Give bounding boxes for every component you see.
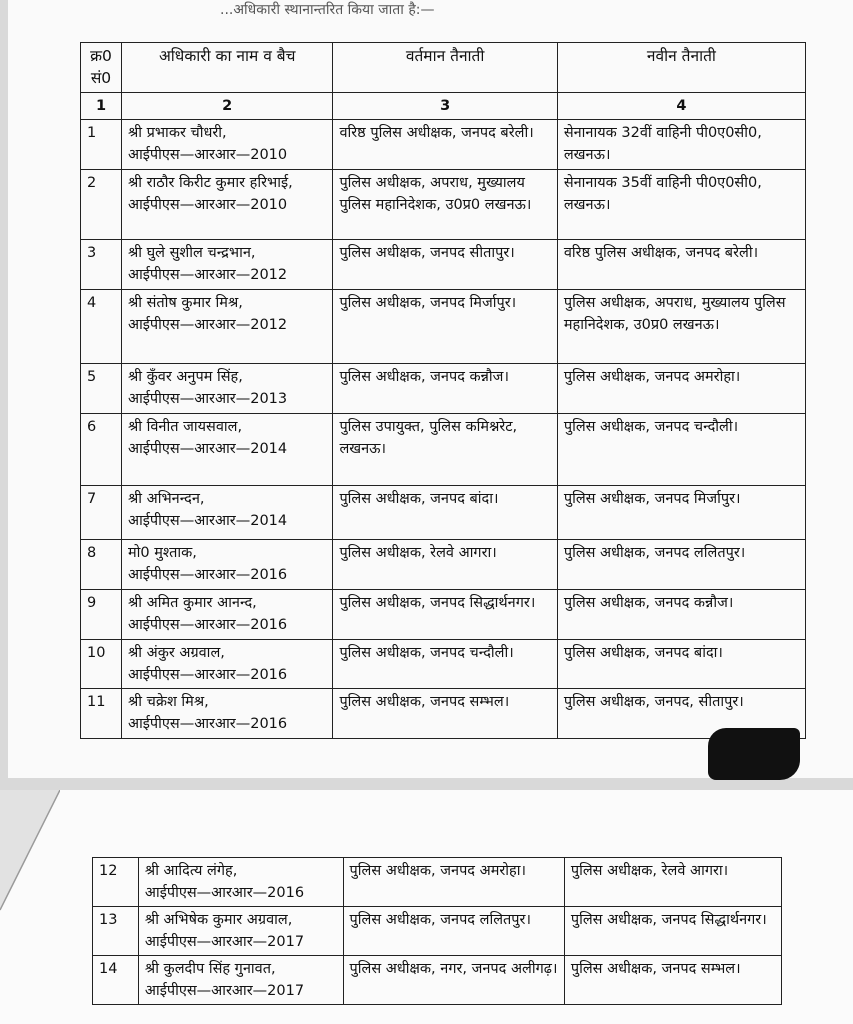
officer-name: श्री संतोष कुमार मिश्र,	[127, 295, 243, 311]
current-posting-text: पुलिस अधीक्षक, जनपद सम्भल।	[339, 694, 510, 710]
current-posting-text: पुलिस अधीक्षक, जनपद सीतापुर।	[339, 245, 515, 261]
officer-batch: आईपीएस—आरआर—2010	[127, 147, 288, 163]
officer-name: श्री राठौर किरीट कुमार हरिभाई,	[127, 175, 293, 191]
new-posting	[564, 956, 781, 1005]
transfer-table	[80, 42, 806, 739]
header-new: नवीन तैनाती	[557, 43, 805, 93]
current-posting-text: पुलिस अधीक्षक, जनपद बांदा।	[339, 491, 499, 507]
current-posting	[343, 858, 564, 907]
officer-cell	[121, 590, 332, 640]
serial-number-text: 11	[87, 694, 106, 710]
table-row	[93, 907, 782, 956]
table-row	[81, 120, 806, 170]
serial-number	[93, 956, 139, 1005]
new-posting	[564, 907, 781, 956]
serial-number	[81, 240, 122, 290]
table-row	[81, 364, 806, 414]
current-posting-text: पुलिस अधीक्षक, अपराध, मुख्यालय पुलिस महानिदेशक, उ0प्र0 लखनऊ।	[339, 175, 532, 213]
current-posting	[333, 170, 557, 240]
new-posting-text: सेनानायक 35वीं वाहिनी पी0ए0सी0, लखनऊ।	[563, 175, 762, 213]
table-row	[81, 290, 806, 364]
officer-cell	[121, 170, 332, 240]
serial-number-text: 7	[87, 491, 97, 507]
new-posting-text: पुलिस अधीक्षक, रेलवे आगरा।	[570, 863, 729, 879]
new-posting	[557, 170, 805, 240]
new-posting-text: पुलिस अधीक्षक, जनपद सम्भल।	[570, 961, 741, 977]
officer-batch: आईपीएस—आरआर—2014	[127, 513, 288, 529]
current-posting	[333, 414, 557, 486]
officer-batch: आईपीएस—आरआर—2016	[127, 667, 288, 683]
officer-batch: आईपीएस—आरआर—2014	[127, 441, 288, 457]
table-row	[81, 240, 806, 290]
officer-batch: आईपीएस—आरआर—2012	[127, 267, 288, 283]
current-posting-text: पुलिस अधीक्षक, रेलवे आगरा।	[339, 545, 497, 561]
officer-name: श्री कुलदीप सिंह गुनावत,	[144, 961, 276, 977]
new-posting-text: पुलिस अधीक्षक, जनपद कन्नौज।	[563, 595, 734, 611]
current-posting	[333, 689, 557, 739]
current-posting-text: पुलिस अधीक्षक, जनपद सिद्धार्थनगर।	[339, 595, 536, 611]
serial-number	[81, 170, 122, 240]
serial-number-text: 1	[87, 125, 97, 141]
new-posting-text: पुलिस अधीक्षक, जनपद चन्दौली।	[563, 419, 739, 435]
current-posting	[333, 486, 557, 540]
officer-batch: आईपीएस—आरआर—2012	[127, 317, 288, 333]
serial-number-text: 13	[99, 912, 118, 928]
new-posting-text: पुलिस अधीक्षक, जनपद सिद्धार्थनगर।	[570, 912, 767, 928]
new-posting-text: पुलिस अधीक्षक, अपराध, मुख्यालय पुलिस महानिदेशक, उ0प्र0 लखनऊ।	[563, 295, 786, 333]
new-posting	[557, 486, 805, 540]
current-posting-text: पुलिस अधीक्षक, जनपद ललितपुर।	[349, 912, 531, 928]
current-posting	[343, 907, 564, 956]
officer-batch: आईपीएस—आरआर—2017	[144, 983, 305, 999]
new-posting-text: पुलिस अधीक्षक, जनपद, सीतापुर।	[563, 694, 744, 710]
header-current: वर्तमान तैनाती	[333, 43, 557, 93]
current-posting	[333, 120, 557, 170]
officer-name: श्री अमित कुमार आनन्द,	[127, 595, 257, 611]
column-number: 2	[121, 93, 332, 120]
current-posting-text: पुलिस उपायुक्त, पुलिस कमिश्नरेट, लखनऊ।	[339, 419, 518, 457]
table-row	[81, 414, 806, 486]
current-posting	[333, 640, 557, 689]
officer-name: श्री आदित्य लंगेह,	[144, 863, 238, 879]
serial-number	[81, 689, 122, 739]
officer-cell	[121, 689, 332, 739]
officer-name: श्री विनीत जायसवाल,	[127, 419, 243, 435]
table-row	[81, 689, 806, 739]
officer-cell	[121, 540, 332, 590]
new-posting-text: वरिष्ठ पुलिस अधीक्षक, जनपद बरेली।	[563, 245, 759, 261]
intro-text: ...अधिकारी स्थानान्तरित किया जाता है:—	[220, 2, 435, 18]
officer-cell	[121, 290, 332, 364]
serial-number-text: 5	[87, 369, 97, 385]
new-posting	[557, 414, 805, 486]
new-posting-text: पुलिस अधीक्षक, जनपद ललितपुर।	[563, 545, 746, 561]
serial-number	[81, 364, 122, 414]
serial-number	[81, 120, 122, 170]
officer-cell	[121, 120, 332, 170]
column-number: 1	[81, 93, 122, 120]
header-serial: क्र0 सं0	[81, 43, 122, 93]
officer-name: श्री कुँवर अनुपम सिंह,	[127, 369, 243, 385]
new-posting-text: पुलिस अधीक्षक, जनपद मिर्जापुर।	[563, 491, 741, 507]
new-posting-text: सेनानायक 32वीं वाहिनी पी0ए0सी0, लखनऊ।	[563, 125, 762, 163]
serial-number	[93, 907, 139, 956]
serial-number	[81, 290, 122, 364]
page-fold-shadow	[0, 790, 60, 1024]
officer-batch: आईपीएस—आरआर—2016	[144, 885, 305, 901]
officer-name: श्री प्रभाकर चौधरी,	[127, 125, 227, 141]
officer-cell	[138, 956, 343, 1005]
officer-batch: आईपीएस—आरआर—2016	[127, 567, 288, 583]
officer-name: श्री अभिनन्दन,	[127, 491, 205, 507]
serial-number-text: 9	[87, 595, 97, 611]
officer-cell	[138, 858, 343, 907]
officer-cell	[138, 907, 343, 956]
current-posting	[333, 364, 557, 414]
officer-batch: आईपीएस—आरआर—2016	[127, 716, 288, 732]
table-row	[81, 486, 806, 540]
table-row	[81, 590, 806, 640]
transfer-table-continued	[92, 857, 782, 1005]
serial-number-text: 6	[87, 419, 97, 435]
new-posting	[564, 858, 781, 907]
redaction-mark	[708, 728, 800, 780]
current-posting-text: वरिष्ठ पुलिस अधीक्षक, जनपद बरेली।	[339, 125, 534, 141]
officer-batch: आईपीएस—आरआर—2013	[127, 391, 288, 407]
new-posting	[557, 120, 805, 170]
table-row	[81, 540, 806, 590]
current-posting-text: पुलिस अधीक्षक, जनपद मिर्जापुर।	[339, 295, 517, 311]
officer-name: श्री अंकुर अग्रवाल,	[127, 645, 225, 661]
serial-number-text: 8	[87, 545, 97, 561]
table-row	[81, 640, 806, 689]
header-name: अधिकारी का नाम व बैच	[121, 43, 332, 93]
officer-name: श्री अभिषेक कुमार अग्रवाल,	[144, 912, 293, 928]
current-posting	[333, 540, 557, 590]
new-posting	[557, 240, 805, 290]
serial-number	[93, 858, 139, 907]
serial-number	[81, 540, 122, 590]
serial-number	[81, 590, 122, 640]
serial-number-text: 10	[87, 645, 106, 661]
officer-batch: आईपीएस—आरआर—2010	[127, 197, 288, 213]
table-row	[93, 858, 782, 907]
document-page-1	[8, 0, 853, 778]
serial-number-text: 12	[99, 863, 118, 879]
officer-cell	[121, 240, 332, 290]
current-posting-text: पुलिस अधीक्षक, जनपद चन्दौली।	[339, 645, 514, 661]
officer-name: मो0 मुश्ताक,	[127, 545, 197, 561]
document-page-2	[0, 790, 853, 1024]
new-posting	[557, 540, 805, 590]
serial-number-text: 3	[87, 245, 97, 261]
serial-number-text: 2	[87, 175, 97, 191]
officer-cell	[121, 364, 332, 414]
column-number: 4	[557, 93, 805, 120]
officer-cell	[121, 414, 332, 486]
current-posting	[333, 590, 557, 640]
column-number-row	[81, 93, 806, 120]
officer-batch: आईपीएस—आरआर—2017	[144, 934, 305, 950]
serial-number-text: 4	[87, 295, 97, 311]
officer-name: श्री चक्रेश मिश्र,	[127, 694, 209, 710]
header-row	[81, 43, 806, 93]
serial-number	[81, 414, 122, 486]
new-posting	[557, 364, 805, 414]
officer-cell	[121, 486, 332, 540]
new-posting-text: पुलिस अधीक्षक, जनपद अमरोहा।	[563, 369, 741, 385]
serial-number	[81, 486, 122, 540]
serial-number-text: 14	[99, 961, 118, 977]
current-posting	[333, 290, 557, 364]
current-posting	[343, 956, 564, 1005]
new-posting	[557, 290, 805, 364]
officer-name: श्री घुले सुशील चन्द्रभान,	[127, 245, 256, 261]
current-posting-text: पुलिस अधीक्षक, जनपद अमरोहा।	[349, 863, 527, 879]
officer-batch: आईपीएस—आरआर—2016	[127, 617, 288, 633]
current-posting	[333, 240, 557, 290]
table-row	[81, 170, 806, 240]
column-number: 3	[333, 93, 557, 120]
new-posting-text: पुलिस अधीक्षक, जनपद बांदा।	[563, 645, 723, 661]
current-posting-text: पुलिस अधीक्षक, जनपद कन्नौज।	[339, 369, 509, 385]
new-posting	[557, 640, 805, 689]
new-posting	[557, 590, 805, 640]
current-posting-text: पुलिस अधीक्षक, नगर, जनपद अलीगढ़।	[349, 961, 558, 977]
table-row	[93, 956, 782, 1005]
officer-cell	[121, 640, 332, 689]
serial-number	[81, 640, 122, 689]
